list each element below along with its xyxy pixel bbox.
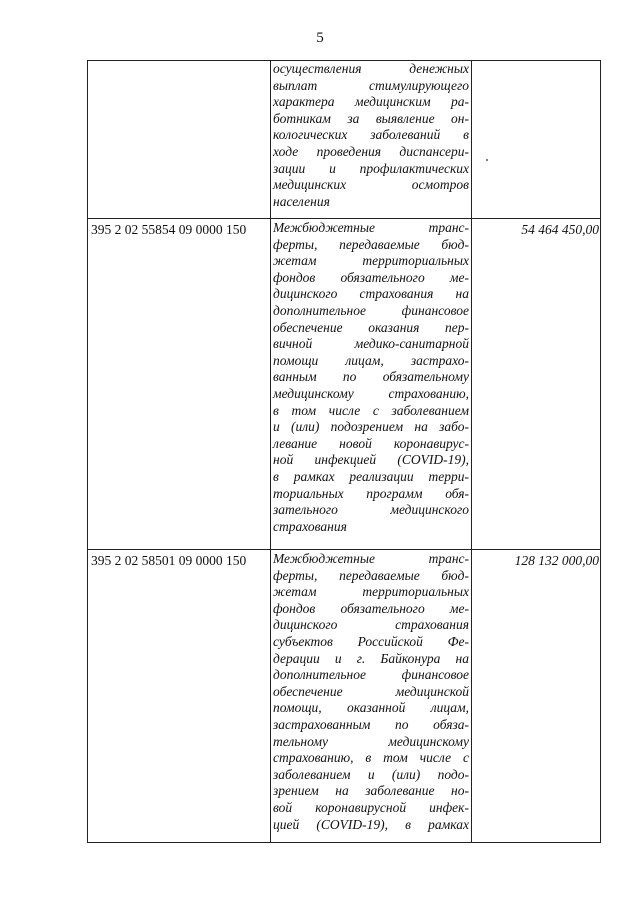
row-amount: 128 132 000,00 xyxy=(514,553,599,568)
description-line: дицинского страхования на xyxy=(273,286,469,302)
description-line: фондов обязательного ме- xyxy=(273,600,469,616)
description-line: ферты, передаваемые бюд- xyxy=(273,567,469,583)
row-description xyxy=(273,550,469,833)
description-line: страхования xyxy=(273,518,347,534)
description-line: ной инфекцией (COVID-19), xyxy=(273,452,469,468)
description-line: осуществления денежных xyxy=(273,61,469,76)
table-border-bottom xyxy=(87,842,601,843)
description-line: дополнительное финансовое xyxy=(273,667,469,683)
row-amount xyxy=(473,60,599,63)
description-line: помощи лицам, застрахо- xyxy=(273,352,469,368)
description-line: зательного медицинского xyxy=(273,502,469,518)
description-line: заболеванием и (или) подо- xyxy=(273,766,469,782)
description-line: ториальных программ обя- xyxy=(273,485,469,501)
description-line: кологических заболеваний в xyxy=(273,127,469,143)
description-line: застрахованным по обяза- xyxy=(273,716,469,732)
column-divider-amount xyxy=(471,60,472,843)
page-number: 5 xyxy=(316,30,324,46)
description-line: вой коронавирусной инфек- xyxy=(273,799,469,815)
description-line: левание новой коронавирус- xyxy=(273,435,469,451)
description-line: тельному медицинскому xyxy=(273,733,469,749)
description-line: дополнительное финансовое xyxy=(273,302,469,318)
description-line: дерации и г. Байконура на xyxy=(273,650,469,666)
description-line: ванным по обязательному xyxy=(273,369,469,385)
description-line: Межбюджетные транс- xyxy=(273,551,469,566)
description-line: фондов обязательного ме- xyxy=(273,269,469,285)
description-line: зрением на заболевание но- xyxy=(273,783,469,799)
description-line: дицинского страхования xyxy=(273,617,469,633)
description-line: жетам территориальных xyxy=(273,253,469,269)
description-line: субъектов Российской Фе- xyxy=(273,633,469,649)
description-line: медицинских осмотров xyxy=(273,177,469,193)
description-line: ходе проведения диспансери- xyxy=(273,143,469,159)
scan-speck xyxy=(486,159,488,161)
description-line: населения xyxy=(273,193,330,209)
description-line: ферты, передаваемые бюд- xyxy=(273,236,469,252)
description-line: медицинскому страхованию, xyxy=(273,385,469,401)
row-amount: 54 464 450,00 xyxy=(521,222,599,237)
description-line: и (или) подозрением на забо- xyxy=(273,419,469,435)
row-code: 395 2 02 58501 09 0000 150 xyxy=(91,553,247,568)
description-line: цией (COVID-19), в рамках xyxy=(273,816,469,832)
description-line: зации и профилактических xyxy=(273,160,469,176)
description-line: страхованию, в том числе с xyxy=(273,750,469,766)
table-border-right xyxy=(600,60,601,843)
table-border-left xyxy=(87,60,88,843)
description-line: жетам территориальных xyxy=(273,584,469,600)
description-line: Межбюджетные транс- xyxy=(273,220,469,235)
description-line: в том числе с заболеванием xyxy=(273,402,469,418)
description-line: обеспечение оказания пер- xyxy=(273,319,469,335)
description-line: помощи, оказанной лицам, xyxy=(273,700,469,716)
description-line: ботникам за выявление он- xyxy=(273,110,469,126)
description-line: вичной медико-санитарной xyxy=(273,336,469,352)
description-line: обеспечение медицинской xyxy=(273,683,469,699)
row-description xyxy=(273,219,469,535)
row-code xyxy=(91,60,269,63)
description-line: характера медицинским ра- xyxy=(273,94,469,110)
row-code: 395 2 02 55854 09 0000 150 xyxy=(91,222,247,237)
column-divider-code xyxy=(270,60,271,843)
row-description xyxy=(273,60,469,210)
budget-table xyxy=(87,60,601,843)
description-line: выплат стимулирующего xyxy=(273,77,469,93)
description-line: в рамках реализации терри- xyxy=(273,468,469,484)
